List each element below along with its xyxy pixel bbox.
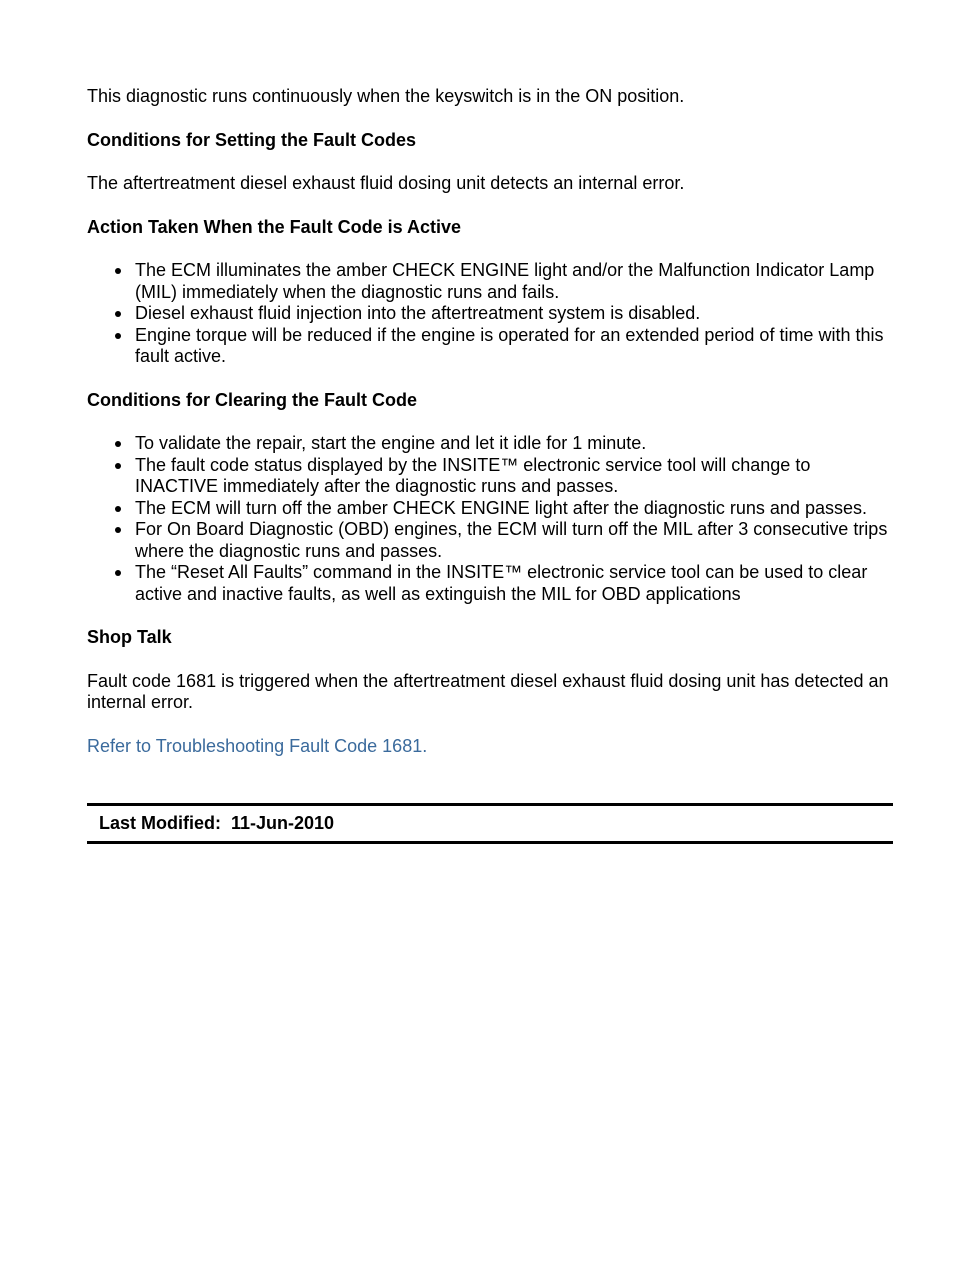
list-item-text: To validate the repair, start the engine and let it idle for 1 minute. — [135, 433, 647, 453]
list-item — [87, 519, 893, 562]
list-item — [87, 498, 893, 520]
list-item — [87, 325, 893, 368]
troubleshooting-link-paragraph — [87, 736, 893, 758]
last-modified-footer — [87, 803, 893, 844]
bullet-icon — [115, 463, 121, 469]
list-item-text: Engine torque will be reduced if the engine is operated for an extended period of time with this fault active. — [135, 324, 884, 366]
bullet-icon — [115, 311, 121, 317]
shop-talk-paragraph: Fault code 1681 is triggered when the aftertreatment diesel exhaust fluid dosing unit has detected an internal error. — [87, 670, 889, 712]
intro-paragraph: This diagnostic runs continuously when the keyswitch is in the ON position. — [87, 86, 685, 106]
list-item-text: The fault code status displayed by the INSITE™ electronic service tool will change to INACTIVE immediately after the diagnostic runs and passes. — [135, 454, 811, 496]
clearing-heading: Conditions for Clearing the Fault Code — [87, 389, 417, 410]
list-item-text: The ECM will turn off the amber CHECK ENGINE light after the diagnostic runs and passes. — [135, 497, 867, 518]
list-item-text: Diesel exhaust fluid injection into the aftertreatment system is disabled. — [135, 303, 701, 323]
clearing-list — [87, 433, 893, 605]
list-item — [87, 303, 893, 325]
bullet-icon — [115, 268, 121, 274]
action-list — [87, 260, 893, 368]
setting-heading: Conditions for Setting the Fault Codes — [87, 129, 416, 150]
list-item — [87, 260, 893, 303]
list-item-text: The ECM illuminates the amber CHECK ENGINE light and/or the Malfunction Indicator Lamp (MIL) immediately when the diagnostic runs and fails. — [135, 260, 875, 302]
bullet-icon — [115, 570, 121, 576]
list-item — [87, 433, 893, 455]
troubleshooting-link[interactable]: Refer to Troubleshooting Fault Code 1681. — [87, 735, 428, 756]
list-item — [87, 562, 893, 605]
list-item-text: The “Reset All Faults” command in the INSITE™ electronic service tool can be used to clear active and inactive faults, as well as extinguish the MIL for OBD applications — [135, 562, 868, 604]
bullet-icon — [115, 333, 121, 339]
bullet-icon — [115, 527, 121, 533]
shop-talk-heading: Shop Talk — [87, 627, 172, 647]
setting-paragraph: The aftertreatment diesel exhaust fluid dosing unit detects an internal error. — [87, 173, 685, 193]
last-modified-text: Last Modified: 11-Jun-2010 — [99, 813, 335, 833]
action-heading: Action Taken When the Fault Code is Active — [87, 216, 462, 237]
document-body — [87, 86, 893, 779]
bullet-icon — [115, 506, 121, 512]
list-item — [87, 455, 893, 498]
bullet-icon — [115, 441, 121, 447]
list-item-text: For On Board Diagnostic (OBD) engines, the ECM will turn off the MIL after 3 consecutive trips where the diagnostic runs and passes. — [135, 519, 888, 561]
